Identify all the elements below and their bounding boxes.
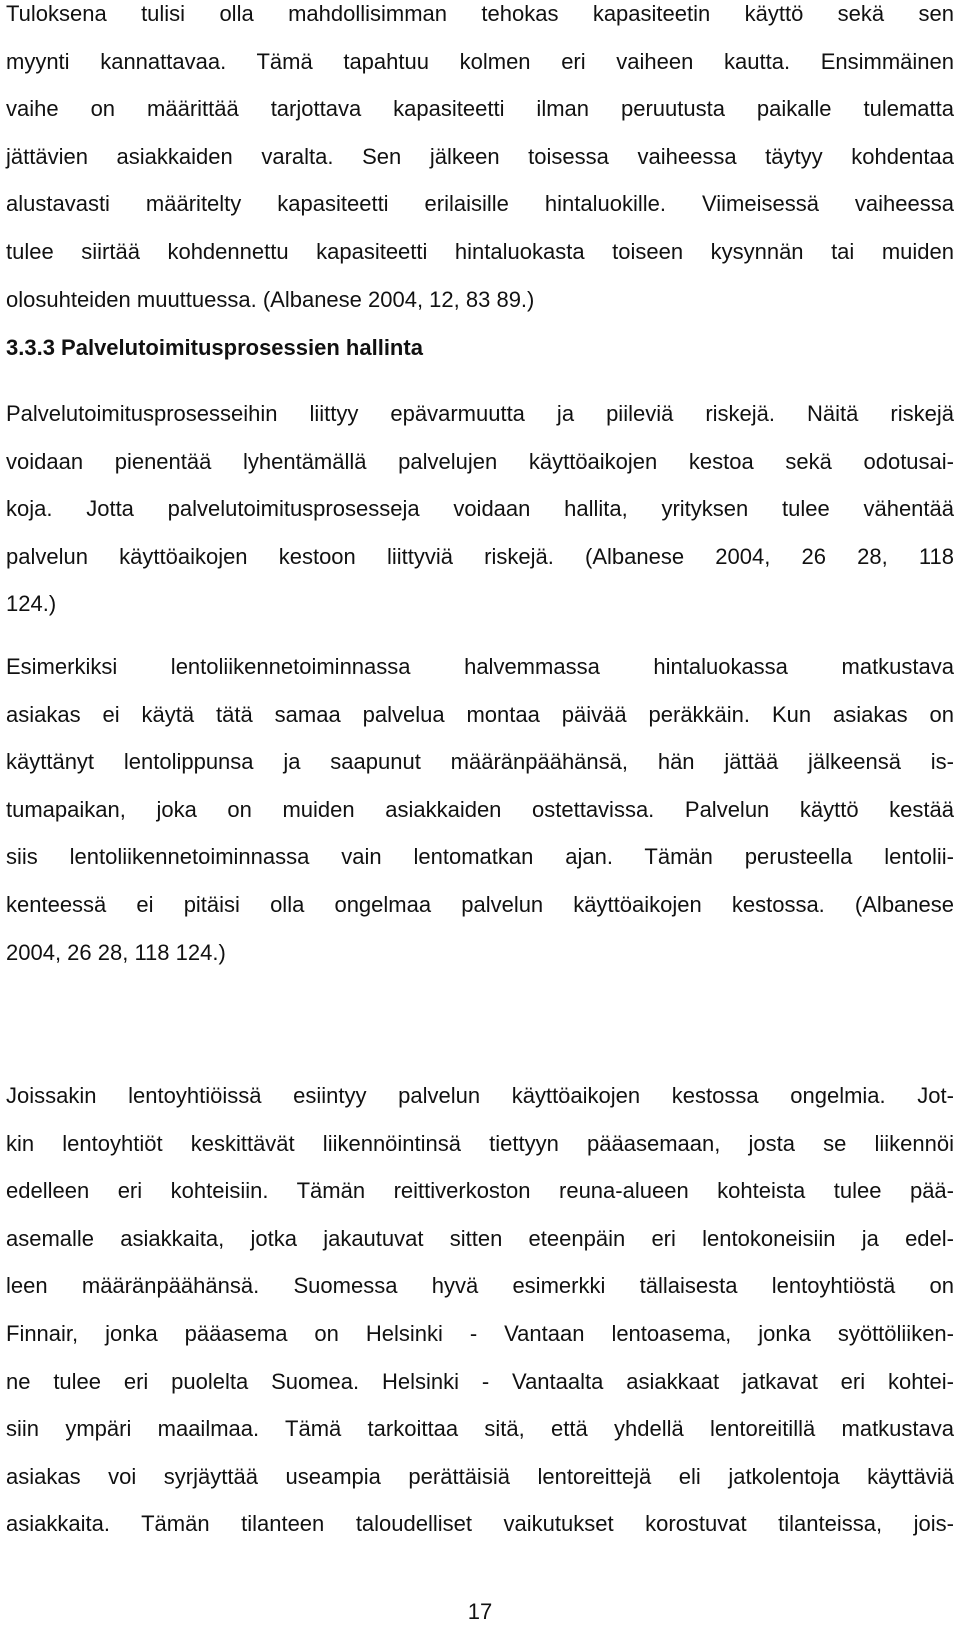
text-line: siis lentoliikennetoiminnassa vain lentomatkan ajan. Tämän perusteella lentolii- bbox=[6, 844, 954, 870]
text-line: asiakas ei käytä tätä samaa palvelua montaa päivää peräkkäin. Kun asiakas on bbox=[6, 701, 954, 727]
text-line: kin lentoyhtiöt keskittävät liikennöintinsä tiettyyn pääasemaan, josta se liikennöi bbox=[6, 1130, 954, 1156]
paragraph-airline-example bbox=[6, 643, 954, 976]
text-line: Tuloksena tulisi olla mahdollisimman tehokas kapasiteetin käyttö sekä sen bbox=[6, 1, 954, 26]
page-number: 17 bbox=[467, 1599, 493, 1624]
text-line: kenteessä ei pitäisi olla ongelmaa palvelun käyttöaikojen kestossa. (Albanese bbox=[6, 891, 954, 917]
text-line: alustavasti määritelty kapasiteetti erilaisille hintaluokille. Viimeisessä vaiheessa bbox=[6, 191, 954, 217]
text-line: asemalle asiakkaita, jotka jakautuvat sitten eteenpäin eri lentokoneisiin ja edel- bbox=[6, 1225, 954, 1251]
text-line: käyttänyt lentolippunsa ja saapunut määränpäähänsä, hän jättää jälkeensä is- bbox=[6, 749, 954, 775]
text-line: koja. Jotta palvelutoimitusprosesseja voidaan hallita, yrityksen tulee vähentää bbox=[6, 496, 954, 522]
text-line: vaihe on määrittää tarjottava kapasiteetti ilman peruutusta paikalle tulematta bbox=[6, 96, 954, 122]
text-line: Palvelutoimitusprosesseihin liittyy epävarmuutta ja piileviä riskejä. Näitä riskejä bbox=[6, 401, 954, 426]
text-line: Esimerkiksi lentoliikennetoiminnassa halvemmassa hintaluokassa matkustava bbox=[6, 654, 954, 679]
text-line: siin ympäri maailmaa. Tämä tarkoittaa sitä, että yhdellä lentoreitillä matkustava bbox=[6, 1416, 954, 1442]
text-line: jättävien asiakkaiden varalta. Sen jälkeen toisessa vaiheessa täytyy kohdentaa bbox=[6, 143, 954, 169]
text-line: leen määränpäähänsä. Suomessa hyvä esimerkki tällaisesta lentoyhtiöstä on bbox=[6, 1273, 954, 1299]
section-heading: 3.3.3 Palvelutoimitusprosessien hallinta bbox=[6, 335, 423, 360]
text-line: edelleen eri kohteisiin. Tämän reittiverkoston reuna-alueen kohteista tulee pää- bbox=[6, 1178, 954, 1204]
text-line: Joissakin lentoyhtiöissä esiintyy palvelun käyttöaikojen kestossa ongelmia. Jot- bbox=[6, 1083, 954, 1108]
text-line: palvelun käyttöaikojen kestoon liittyviä riskejä. (Albanese 2004, 26 28, 118 bbox=[6, 543, 954, 569]
text-line: tulee siirtää kohdennettu kapasiteetti hintaluokasta toiseen kysynnän tai muiden bbox=[6, 238, 954, 264]
text-line: myynti kannattavaa. Tämä tapahtuu kolmen eri vaiheen kautta. Ensimmäinen bbox=[6, 48, 954, 74]
paragraph-service-delivery bbox=[6, 390, 954, 628]
text-line: asiakkaita. Tämän tilanteen taloudelliset vaikutukset korostuvat tilanteissa, jois- bbox=[6, 1511, 954, 1537]
paragraph-capacity-phases bbox=[6, 0, 954, 323]
text-line: Finnair, jonka pääasema on Helsinki - Vantaan lentoasema, jonka syöttöliiken- bbox=[6, 1320, 954, 1346]
text-line: asiakas voi syrjäyttää useampia perättäisiä lentoreittejä eli jatkolentoja käyttäviä bbox=[6, 1463, 954, 1489]
text-line: 124.) bbox=[6, 591, 57, 617]
text-line: 2004, 26 28, 118 124.) bbox=[6, 939, 226, 965]
text-line: tumapaikan, joka on muiden asiakkaiden ostettavissa. Palvelun käyttö kestää bbox=[6, 796, 954, 822]
text-line: ne tulee eri puolelta Suomea. Helsinki - Vantaalta asiakkaat jatkavat eri kohtei- bbox=[6, 1368, 954, 1394]
text-line: voidaan pienentää lyhentämällä palvelujen käyttöaikojen kestoa sekä odotusai- bbox=[6, 448, 954, 474]
paragraph-hub-airlines bbox=[6, 1072, 954, 1548]
text-line: olosuhteiden muuttuessa. (Albanese 2004, 12, 83 89.) bbox=[6, 286, 535, 312]
